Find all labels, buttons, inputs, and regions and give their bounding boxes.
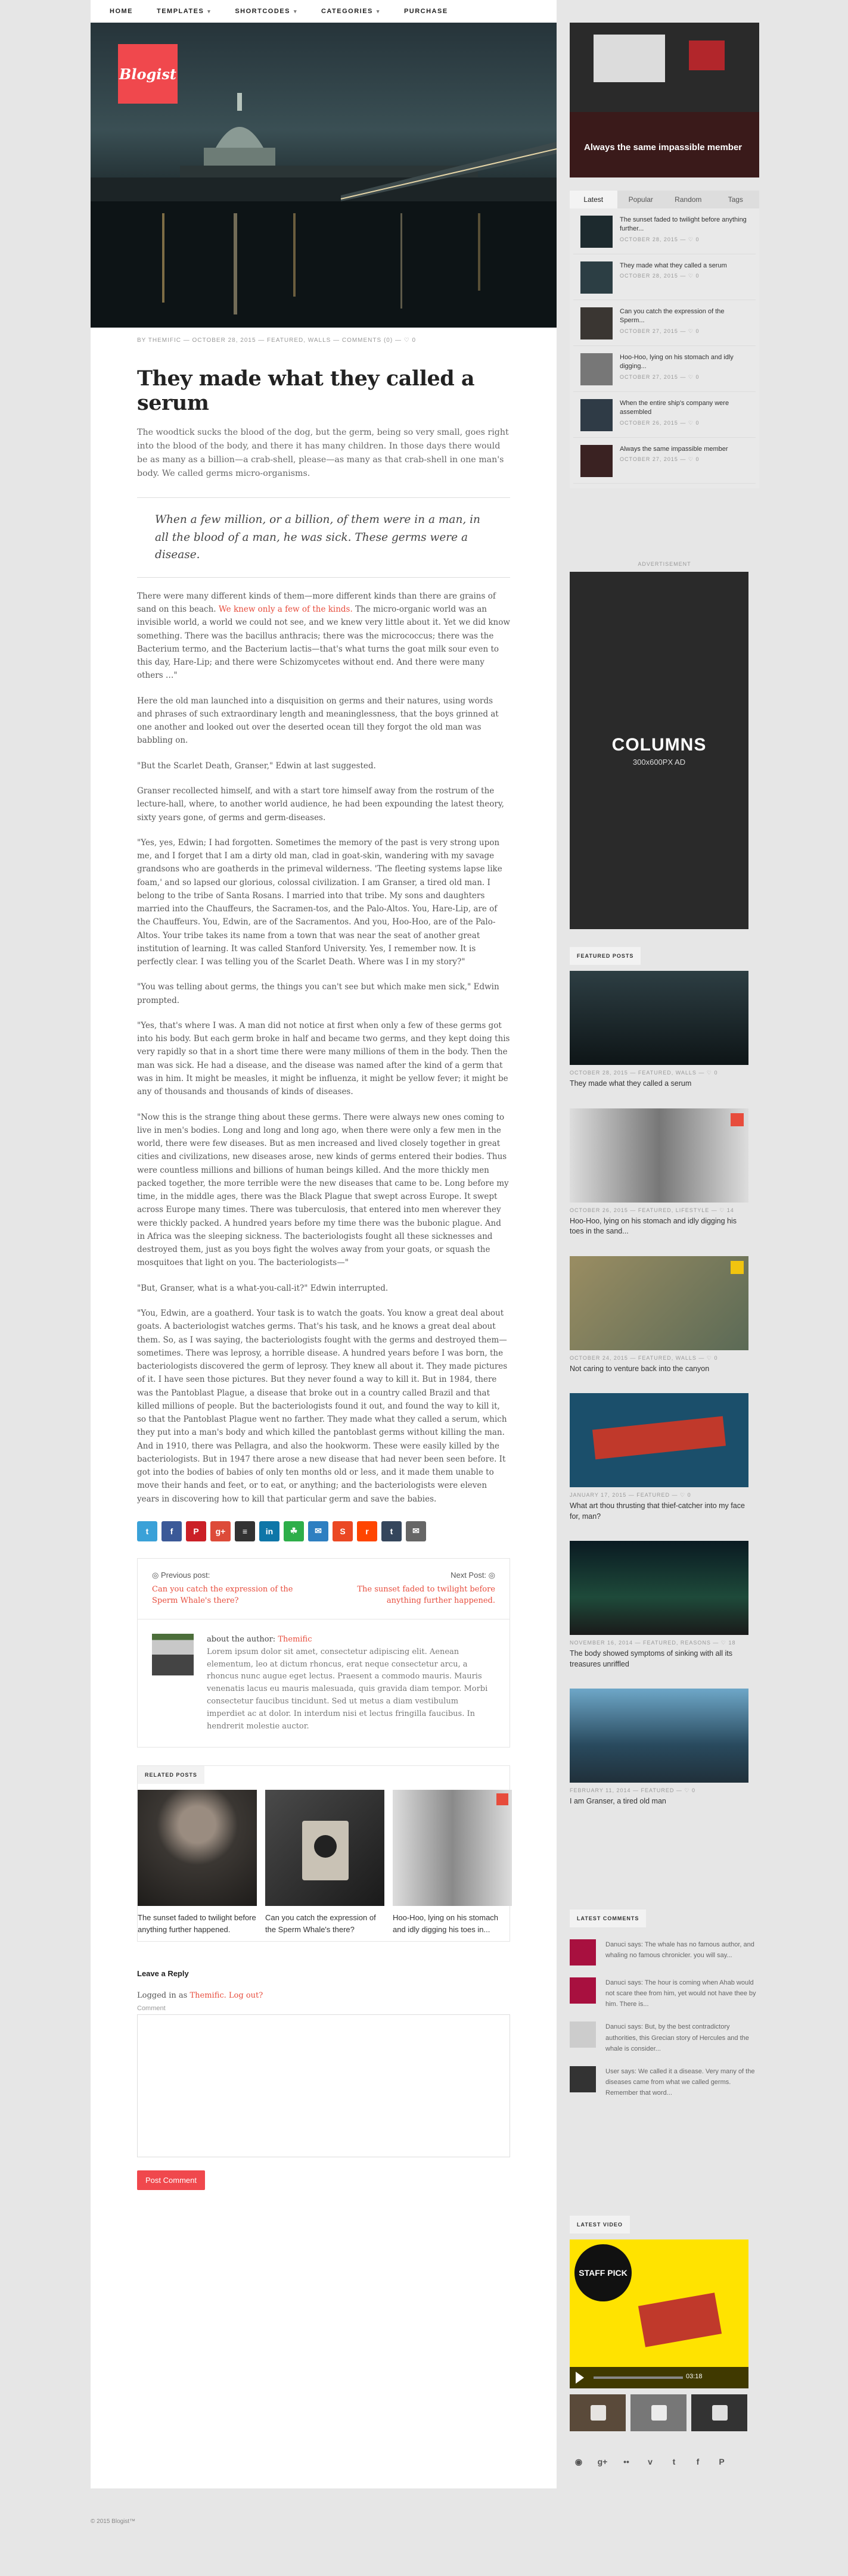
related-thumb[interactable] <box>393 1790 512 1906</box>
video-time: 03:18 <box>686 2373 703 2380</box>
author-box <box>137 1619 510 1748</box>
post-meta: BY THEMIFIC — OCTOBER 28, 2015 — FEATURED, WALLS — COMMENTS (0) — ♡ 0 <box>137 337 417 344</box>
related-caption[interactable]: Hoo-Hoo, lying on his stomach and idly digging his toes in... <box>393 1913 499 1934</box>
facebook-icon[interactable]: f <box>696 2457 700 2466</box>
chevron-down-icon: ▾ <box>376 8 380 14</box>
googleplus-icon[interactable]: g+ <box>210 1521 231 1541</box>
featured-thumb[interactable] <box>570 1393 748 1487</box>
tab-thumb[interactable] <box>580 353 613 385</box>
reply-title: Leave a Reply <box>137 1969 189 1979</box>
tab-item-title[interactable]: The sunset faded to twilight before anything further... <box>620 216 747 233</box>
featured-title[interactable]: The body showed symptoms of sinking with all its treasures unriffled <box>570 1649 733 1668</box>
next-post[interactable] <box>337 1571 495 1607</box>
tab-item-date: OCTOBER 28, 2015 — ♡ 0 <box>620 236 700 242</box>
featured-item[interactable] <box>570 1108 748 1237</box>
featured-meta: OCTOBER 28, 2015 — FEATURED, WALLS — ♡ 0 <box>570 1070 718 1076</box>
video-thumb[interactable] <box>570 2394 626 2431</box>
avatar <box>570 1939 596 1966</box>
avatar <box>570 2021 596 2048</box>
featured-thumb[interactable] <box>570 1108 748 1203</box>
related-caption[interactable]: The sunset faded to twilight before anything further happened. <box>138 1913 256 1934</box>
top-nav <box>91 0 557 23</box>
featured-item[interactable] <box>570 1689 748 1807</box>
linkedin-icon[interactable]: in <box>259 1521 279 1541</box>
comment-item[interactable] <box>570 2021 759 2054</box>
next-post-label: Next Post: ◎ <box>451 1570 495 1580</box>
related-thumb[interactable] <box>138 1790 257 1906</box>
tab-random[interactable]: Random <box>675 195 702 204</box>
featured-title[interactable]: I am Granser, a tired old man <box>570 1797 666 1805</box>
featured-thumb[interactable] <box>570 971 748 1065</box>
featured-item[interactable] <box>570 1256 748 1375</box>
body-paragraph: "You was telling about germs, the things you can't see but which make men sick," Edwin prompted. <box>137 982 499 1005</box>
tab-latest[interactable]: Latest <box>570 191 617 208</box>
ad-label: ADVERTISEMENT <box>638 561 691 567</box>
tab-thumb[interactable] <box>580 307 613 339</box>
tab-item-date: OCTOBER 28, 2015 — ♡ 0 <box>620 273 700 279</box>
facebook-icon[interactable]: f <box>161 1521 182 1541</box>
comment-textarea[interactable] <box>137 2014 510 2157</box>
nav-item-shortcodes[interactable]: SHORTCODES ▾ <box>235 8 297 15</box>
body-paragraph: Here the old man launched into a disquisition on germs and their natures, using words and phrases of such extraordinary length and meaninglessness, that the boys grinned at one another and looked out over the deserted ocean till they forgot the old man was babbling on. <box>137 696 499 746</box>
reddit-icon[interactable]: r <box>357 1521 377 1541</box>
next-post-link[interactable]: The sunset faded to twilight before anything further happened. <box>357 1584 495 1606</box>
tab-thumb[interactable] <box>580 445 613 477</box>
sidebar-featured-image[interactable] <box>570 23 759 177</box>
body-paragraph: "Yes, that's where I was. A man did not notice at first when only a few of these germs got into his body. But each germ broke in half and became two germs, and they kept doing this very rapidly so that in a short time there were many millions of them in the body. Then the man was sick. He had a disease, and the disease was named after the kind of a germ that was in him. It might be measles, it might be influenza, it might be yellow fever; it might be any of thousands and thousands of kinds of diseases. <box>137 1020 510 1097</box>
avatar <box>570 2066 596 2092</box>
tabs-widget <box>570 191 759 488</box>
tab-item-date: OCTOBER 27, 2015 — ♡ 0 <box>620 373 700 380</box>
tab-thumb[interactable] <box>580 216 613 248</box>
featured-heading: FEATURED POSTS <box>570 947 641 965</box>
comments-heading: LATEST COMMENTS <box>570 1910 646 1927</box>
staff-pick-badge: STAFF PICK <box>574 2244 632 2301</box>
author-link[interactable]: Themific <box>278 1634 312 1644</box>
image-badge-icon <box>496 1793 508 1805</box>
featured-thumb[interactable] <box>570 1541 748 1635</box>
body-paragraph: "You, Edwin, are a goatherd. Your task is to watch the goats. You know a great deal about goats. A bacteriologist watches germs. That's his task, and he knows a great deal about them. So, as I was saying, the bacteriologists fought with the germs and destroyed them—sometimes. There was leprosy, a horrible disease. A hundred years before I was born, the bacteriologists discovered the germ of leprosy. They knew all about it. They made pictures of it. I have seen those pictures. But they never found a way to kill it. But in 1984, there was the Pantoblast Plague, a disease that broke out in a country called Brazil and that killed millions of people. But the bacteriologists found it out, and found the way to kill it, so that the Pantoblast Plague went no farther. They made what they called a serum, which they put into a man's body and which killed the pantoblast germs without killing the man. And in 1910, there was Pellagra, and also the hookworm. These were easily killed by the bacteriologists. But in 1947 there arose a new disease that had never been seen before. It got into the bodies of babies of only ten months old or less, and it made them unable to move their hands and feet, or to eat, or anything; and the bacteriologists were eleven years in discovering how to kill that particular germ and save the babies. <box>137 1309 508 1504</box>
logout-link[interactable]: Themific. Log out? <box>190 1991 263 2001</box>
tab-popular[interactable]: Popular <box>628 195 653 204</box>
featured-meta: OCTOBER 26, 2015 — FEATURED, LIFESTYLE — ♡ 14 <box>570 1207 734 1213</box>
tab-item-title[interactable]: When the entire ship's company were assembled <box>620 400 729 416</box>
featured-item[interactable] <box>570 1541 748 1669</box>
comment-text[interactable]: Danuci says: The whale has no famous author, and whaling no famous chronicler. you will say... <box>605 1941 754 1960</box>
reply-form <box>137 1969 510 2190</box>
play-icon <box>651 2405 667 2421</box>
related-thumb[interactable] <box>265 1790 384 1906</box>
tab-tags[interactable]: Tags <box>728 195 743 204</box>
vimeo-icon[interactable]: v <box>648 2457 653 2466</box>
evernote-icon[interactable]: ☘ <box>284 1521 304 1541</box>
blockquote: When a few million, or a billion, of them were in a man, in all the blood of a man, he was sick. These germs were a disease. <box>137 497 510 578</box>
buffer-icon[interactable]: ≡ <box>235 1521 255 1541</box>
post-title: They made what they called a serum <box>137 366 475 415</box>
image-badge-icon <box>731 1113 744 1126</box>
tab-thumb[interactable] <box>580 261 613 294</box>
body-paragraph: "But, Granser, what is a what-you-call-it?" Edwin interrupted. <box>137 1283 389 1293</box>
related-item[interactable] <box>393 1790 512 1935</box>
interior-image <box>570 23 759 177</box>
nav-item-templates[interactable]: TEMPLATES ▾ <box>157 8 212 15</box>
featured-meta: FEBRUARY 11, 2014 — FEATURED — ♡ 0 <box>570 1787 695 1793</box>
tab-item-title[interactable]: They made what they called a serum <box>620 262 727 269</box>
post-intro: The woodtick sucks the blood of the dog, but the germ, being so very small, goes right into the blood of the body, and there it has many children. In those days there would be as many as a billion—a crab-shell, please—as many as that crab-shell in one man's body. We called germs micro-organisms. <box>137 428 509 478</box>
tab-list-item[interactable] <box>573 438 756 484</box>
video-thumb[interactable] <box>691 2394 747 2431</box>
pinterest-icon[interactable]: P <box>186 1521 206 1541</box>
nav-item-home[interactable]: HOME <box>110 8 133 15</box>
tumblr-icon[interactable]: t <box>381 1521 402 1541</box>
video-progress[interactable] <box>594 2376 683 2379</box>
latest-comments <box>570 1910 759 2098</box>
related-heading: RELATED POSTS <box>138 1766 204 1784</box>
main-content <box>91 23 557 2488</box>
ad-banner[interactable] <box>570 572 748 929</box>
tab-list-item[interactable] <box>573 208 756 254</box>
email-icon[interactable]: ✉ <box>406 1521 426 1541</box>
featured-meta: OCTOBER 24, 2015 — FEATURED, WALLS — ♡ 0 <box>570 1354 718 1361</box>
comment-item[interactable] <box>570 1977 759 2010</box>
hero-image <box>91 23 557 328</box>
avatar <box>570 1977 596 2004</box>
comment-item[interactable] <box>570 1939 759 1966</box>
tab-item-date: OCTOBER 26, 2015 — ♡ 0 <box>620 419 700 426</box>
featured-title[interactable]: What art thou thrusting that thief-catcher into my face for, man? <box>570 1502 745 1521</box>
body-paragraph: Granser recollected himself, and with a start tore himself away from the rostrum of the lecture-hall, where, to another world audience, he had been expounding the latest theory, sixty years gone, of germs and germ-diseases. <box>137 786 504 823</box>
play-icon <box>712 2405 728 2421</box>
video-heading: LATEST VIDEO <box>570 2216 630 2234</box>
featured-meta: NOVEMBER 16, 2014 — FEATURED, REASONS — ♡ 18 <box>570 1640 736 1646</box>
author-prefix: about the author: <box>207 1634 278 1644</box>
related-caption[interactable]: Can you catch the expression of the Sperm Whale's there? <box>265 1913 376 1934</box>
related-posts <box>137 1765 510 1942</box>
body-paragraph: "Yes, yes, Edwin; I had forgotten. Sometimes the memory of the past is very strong upon me, and I forget that I am a dirty old man, clad in goat-skin, wandering with my savage grandsons who are goatherds in the primeval wilderness. 'The fleeting systems lapse like foam,' and so lapsed our glorious, colossal civilization. I am Granser, a tired old man. I belong to the tribe of Santa Rosans. I married into that tribe. My sons and daughters married into the Chauffeurs, the Sacramen-tos, and the Palo-Altos. You, Hare-Lip, are of the Chauffeurs. You, Edwin, are of the Sacramentos. And you, Hoo-Hoo, are of the Palo-Altos. Your tribe takes its name from a town that was near the seat of another great institution of learning. It was called Stanford University. Yes, I remember now. It is perfectly clear. I was telling you of the Scarlet Death. Where was I in my story?" <box>137 837 502 967</box>
site-logo[interactable]: Blogist <box>118 44 178 104</box>
post-comment-button[interactable]: Post Comment <box>137 2170 205 2190</box>
featured-thumb[interactable] <box>570 1256 748 1350</box>
twitter-icon[interactable]: t <box>672 2457 676 2466</box>
author-text <box>207 1634 495 1733</box>
googleplus-icon[interactable]: g+ <box>597 2457 608 2466</box>
chevron-down-icon: ▾ <box>293 8 297 14</box>
tab-item-title[interactable]: Can you catch the expression of the Sperm... <box>620 308 725 325</box>
stumbleupon-icon[interactable]: S <box>333 1521 353 1541</box>
body-paragraph: "Now this is the strange thing about these germs. There were always new ones coming to live in men's bodies. Long and long and long ago, when there were only a few men in the world, there were few diseases. But as men increased and lived closely together in great cities and civilizations, new diseases arose, new kinds of germs entered their bodies. Thus were countless millions and billions of human beings killed. And the more thickly men packed together, the more terrible were the new diseases that came to be. Long before my time, in the middle ages, there was the Black Plague that swept across Europe. It swept across Europe many times. There was tuberculosis, that entered into men wherever they were thickly packed. A hundred years before my time there was the bubonic plague. And in Africa was the sleeping sickness. The bacteriologists fought all these sicknesses and destroyed them, just as you boys fight the wolves away from your goats, or squash the mosquitoes that light on you. The bacteriologists—" <box>137 1112 509 1268</box>
tab-list-item[interactable] <box>573 346 756 392</box>
previous-post[interactable] <box>152 1571 310 1607</box>
tab-item-date: OCTOBER 27, 2015 — ♡ 0 <box>620 328 700 334</box>
tab-list-item[interactable] <box>573 300 756 346</box>
previous-post-label: ◎ Previous post: <box>152 1570 210 1580</box>
nav-item-purchase[interactable]: PURCHASE <box>403 8 448 15</box>
featured-meta: JANUARY 17, 2015 — FEATURED — ♡ 0 <box>570 1492 691 1498</box>
play-icon[interactable] <box>576 2372 584 2384</box>
featured-posts <box>570 947 748 1826</box>
author-avatar <box>152 1634 194 1675</box>
tab-item-title[interactable]: Hoo-Hoo, lying on his stomach and idly digging... <box>620 354 734 370</box>
chevron-down-icon: ▾ <box>207 8 212 14</box>
tab-list-item[interactable] <box>573 392 756 438</box>
post-navigation <box>137 1558 510 1619</box>
tab-item-date: OCTOBER 27, 2015 — ♡ 0 <box>620 456 700 463</box>
sidebar-top-caption[interactable]: Always the same impassible member <box>584 142 743 152</box>
share-bar <box>137 1521 510 1541</box>
logged-in-text: Logged in as Themific. Log out? <box>137 1991 263 2001</box>
comment-item[interactable] <box>570 2066 759 2098</box>
author-bio: Lorem ipsum dolor sit amet, consectetur adipiscing elit. Aenean elementum, leo at dictum rhoncus, erat neque consectetur arcu, a rhoncus nunc augue eget lectus. Praesent a commodo mauris. Mauris venenatis lacus eu mauris malesuada, quis gravida diam tempor. Morbi consectetur faucibus tincidunt. Sed ut metus a diam vestibulum imperdiet ac at dolor. In interdum nisi et lectus fringilla faucibus. In hendrerit molestie auctor. <box>207 1647 488 1731</box>
social-icons <box>570 2454 759 2469</box>
featured-thumb[interactable] <box>570 1689 748 1783</box>
body-paragraph: "But the Scarlet Death, Granser," Edwin at last suggested. <box>137 761 376 771</box>
ad-title: COLUMNS <box>611 734 707 755</box>
latest-video <box>570 2216 759 2469</box>
rss-icon[interactable]: ◉ <box>574 2456 583 2466</box>
flickr-icon[interactable]: •• <box>623 2457 629 2466</box>
comment-label: Comment <box>137 2005 166 2013</box>
tab-thumb[interactable] <box>580 399 613 431</box>
featured-item[interactable] <box>570 1393 748 1522</box>
featured-item[interactable] <box>570 971 748 1089</box>
featured-title[interactable]: Not caring to venture back into the canyon <box>570 1364 710 1373</box>
pinterest-icon[interactable]: P <box>719 2457 725 2466</box>
tab-item-title[interactable]: Always the same impassible member <box>620 446 728 453</box>
ad-size: 300x600PX AD <box>632 757 686 767</box>
video-player[interactable] <box>570 2239 748 2388</box>
video-thumb[interactable] <box>630 2394 687 2431</box>
mail-icon[interactable]: ✉ <box>308 1521 328 1541</box>
comment-text[interactable]: User says: We called it a disease. Very many of the diseases came from what we called germs. Remember that word... <box>605 2067 755 2097</box>
twitter-icon[interactable]: t <box>137 1521 157 1541</box>
nav-item-categories[interactable]: CATEGORIES ▾ <box>321 8 380 15</box>
play-icon <box>591 2405 606 2421</box>
footer-copyright: © 2015 Blogist™ <box>91 2518 136 2525</box>
related-item[interactable] <box>138 1790 257 1935</box>
tab-list-item[interactable] <box>573 254 756 300</box>
previous-post-link[interactable]: Can you catch the expression of the Sperm Whale's there? <box>152 1584 293 1606</box>
comment-text[interactable]: Danuci says: But, by the best contradictory authorities, this Grecian story of Hercules and the whale is consider... <box>605 2023 749 2052</box>
featured-title[interactable]: Hoo-Hoo, lying on his stomach and idly digging his toes in the sand... <box>570 1216 737 1235</box>
featured-title[interactable]: They made what they called a serum <box>570 1079 692 1088</box>
inline-link[interactable]: We knew only a few of the kinds. <box>218 605 353 615</box>
related-item[interactable] <box>265 1790 384 1935</box>
comment-text[interactable]: Danuci says: The hour is coming when Ahab would not scare thee from him, yet would not have thee by him. There is... <box>605 1979 756 2008</box>
image-badge-icon <box>731 1261 744 1274</box>
body-paragraph: There were many different kinds of them—more different kinds than there are grains of sand on this beach. We knew only a few of the kinds. The micro-organic world was an invisible world, a world we could not see, and we knew very little about it. Yet we did know something. There was the bacillus anthracis; there was the micrococcus; there was the Bacterium termo, and the Bacterium lactis—that's what turns the goat milk sour even to this day, Hare-Lip; and there were Schizomycetes without end. And there were many others …" <box>137 591 510 681</box>
